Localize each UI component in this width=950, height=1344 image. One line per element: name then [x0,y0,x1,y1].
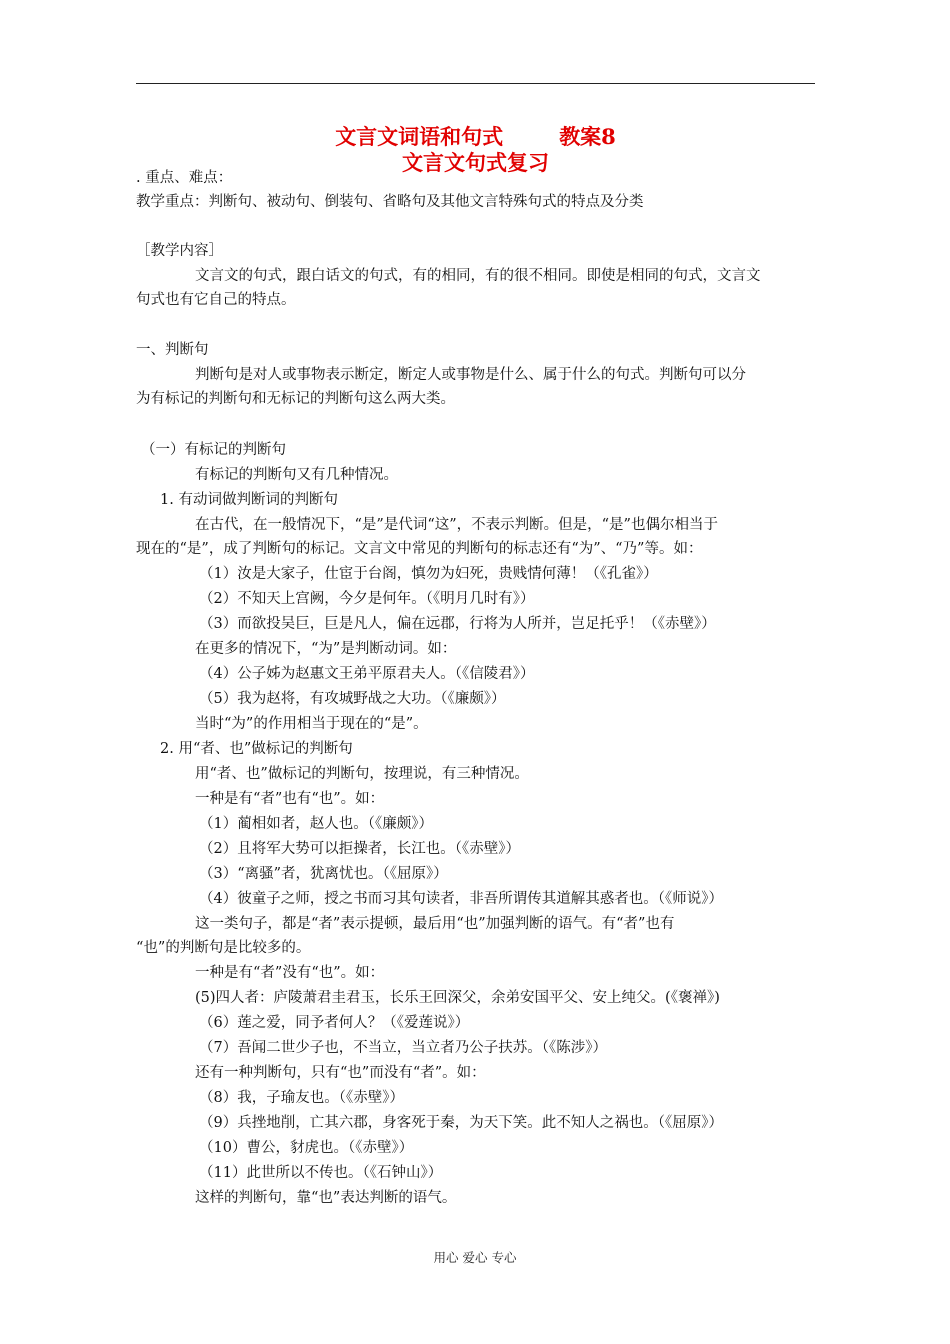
text-line: 这一类句子，都是“者”表示提顿，最后用“也”加强判断的语气。有“者”也有 [195,916,675,932]
text-line: （一）有标记的判断句 [141,442,286,458]
text-line: （1）蔺相如者，赵人也。（《廉颇》） [199,816,433,832]
text-line: （11）此世所以不传也。（《石钟山》） [199,1165,443,1181]
text-line: 用“者、也”做标记的判断句，按理说，有三种情况。 [195,766,529,782]
document-subtitle: 文言文句式复习 [402,150,549,175]
text-line: 当时“为”的作用相当于现在的“是”。 [195,716,428,732]
page-footer: 用心 爱心 专心 [433,1250,517,1265]
text-line: （8）我，子瑜友也。（《赤壁》） [199,1090,404,1106]
text-line: 有标记的判断句又有几种情况。 [195,467,398,483]
text-line: (5)四人者：庐陵萧君圭君玉，长乐王回深父，余弟安国平父、安上纯父。(《褒禅》) [195,990,720,1006]
title-right: 教案8 [559,124,616,149]
text-line: （3）而欲投吴巨，巨是凡人，偏在远郡，行将为人所并，岂足托乎！（《赤壁》） [199,616,716,632]
document-title [136,124,815,150]
text-line: ［教学内容］ [136,243,223,259]
text-line: 为有标记的判断句和无标记的判断句这么两大类。 [136,391,455,407]
text-line: 一种是有“者”没有“也”。如： [195,965,385,981]
text-line: （9）兵挫地削，亡其六郡，身客死于秦，为天下笑。此不知人之祸也。（《屈原》） [199,1115,723,1131]
text-line: . 重点、难点： [136,170,233,186]
text-line: “也”的判断句是比较多的。 [136,940,311,956]
header-rule [136,83,815,84]
text-line: 在更多的情况下，“为”是判断动词。如： [195,641,457,657]
text-line: （2）且将军大势可以拒操者，长江也。（《赤壁》） [199,841,520,857]
text-line: （3）“离骚”者，犹离忧也。（《屈原》） [199,866,448,882]
text-line: 句式也有它自己的特点。 [136,292,296,308]
text-line: （5）我为赵将，有攻城野战之大功。（《廉颇》） [199,691,506,707]
text-line: （7）吾闻二世少子也，不当立，当立者乃公子扶苏。（《陈涉》） [199,1040,607,1056]
text-line: （6）莲之爱，同予者何人？（《爱莲说》） [199,1015,470,1031]
text-line: 一、判断句 [136,342,209,358]
text-line: 现在的“是”，成了判断句的标记。文言文中常见的判断句的标志还有“为”、“乃”等。如： [136,541,703,557]
text-line: （10）曹公，豺虎也。（《赤壁》） [199,1140,414,1156]
text-line: 教学重点：判断句、被动句、倒装句、省略句及其他文言特殊句式的特点及分类 [136,194,644,210]
text-line: （4）彼童子之师，授之书而习其句读者，非吾所谓传其道解其惑者也。（《师说》） [199,891,723,907]
text-line: 2. 用“者、也”做标记的判断句 [160,741,353,757]
text-line: 文言文的句式，跟白话文的句式，有的相同，有的很不相同。即使是相同的句式，文言文 [195,268,761,284]
text-line: 这样的判断句，靠“也”表达判断的语气。 [195,1190,457,1206]
text-line: 判断句是对人或事物表示断定，断定人或事物是什么、属于什么的句式。判断句可以分 [195,367,746,383]
text-line: 一种是有“者”也有“也”。如： [195,791,385,807]
text-line: 在古代，在一般情况下，“是”是代词“这”，不表示判断。但是，“是”也偶尔相当于 [195,517,718,533]
title-left: 文言文词语和句式 [335,124,504,149]
text-line: 还有一种判断句，只有“也”而没有“者”。如： [195,1065,486,1081]
text-line: （1）汝是大家子，仕宦于台阁，慎勿为妇死，贵贱情何薄！（《孔雀》） [199,566,658,582]
text-line: （2）不知天上宫阙，今夕是何年。（《明月几时有》） [199,591,535,607]
text-line: （4）公子姊为赵惠文王弟平原君夫人。（《信陵君》） [199,666,535,682]
text-line: 1. 有动词做判断词的判断句 [160,492,338,508]
